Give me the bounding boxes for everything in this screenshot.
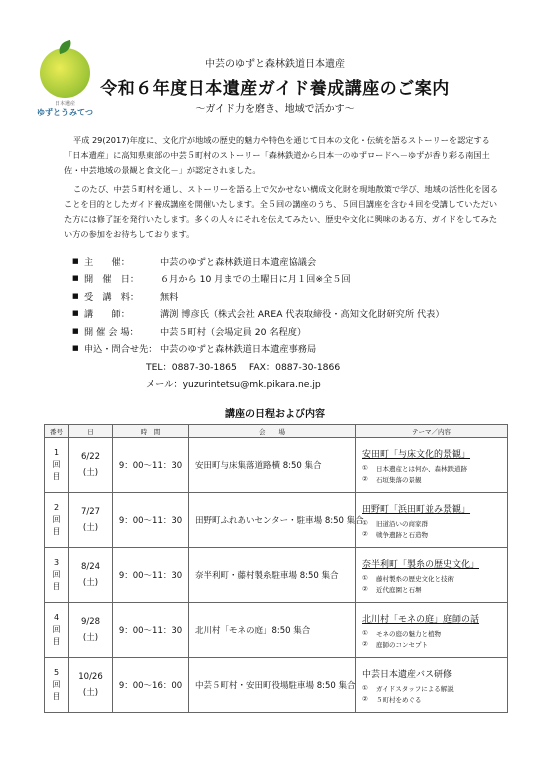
- session-time: 9：00～11：30: [113, 548, 189, 603]
- session-number: 2 回 目: [45, 493, 69, 548]
- info-label: 開 催 会 場：: [84, 326, 139, 338]
- info-value: ６月から 10 月までの土曜日に月１回※全５回: [160, 274, 351, 286]
- bullet-icon: ■: [72, 256, 79, 265]
- session-theme: [356, 493, 508, 548]
- header-theme: テーマ／内容: [356, 425, 508, 438]
- session-date: 8/24 (土): [69, 548, 113, 603]
- session-theme: [356, 438, 508, 493]
- theme-item: ① 藤村製糸の歴史文化と技術: [362, 573, 454, 583]
- bullet-icon: ■: [72, 326, 79, 335]
- theme-title: 田野町「浜田町並み景観」: [362, 504, 471, 515]
- info-row-organizer: [72, 252, 512, 270]
- session-venue: 奈半利町・藤村製糸駐車場 8:50 集合: [189, 548, 356, 603]
- theme-title: 中芸日本遺産バス研修: [362, 669, 453, 680]
- session-theme: [356, 548, 508, 603]
- session-time: 9：00～11：30: [113, 603, 189, 658]
- session-theme: [356, 603, 508, 658]
- table-row: [45, 493, 508, 548]
- info-row-contact: [72, 340, 512, 358]
- contact-phone: TEL：0887-30-1865 FAX：0887-30-1866: [146, 361, 341, 373]
- intro: [64, 133, 500, 242]
- info-label: 主 催：: [84, 256, 130, 268]
- session-time: 9：00～11：30: [113, 493, 189, 548]
- session-number: 3 回 目: [45, 548, 69, 603]
- info-row-fee: [72, 287, 512, 305]
- bullet-icon: ■: [72, 291, 79, 300]
- table-row: [45, 438, 508, 493]
- info-value: 無料: [160, 291, 179, 303]
- session-venue: 北川村「モネの庭」8:50 集合: [189, 603, 356, 658]
- info-row-lecturer: [72, 305, 512, 323]
- session-theme: [356, 658, 508, 713]
- bullet-icon: ■: [72, 344, 79, 353]
- session-time: 9：00～16：00: [113, 658, 189, 713]
- logo-name: ゆずとうみてつ: [37, 108, 93, 117]
- bullet-icon: ■: [72, 274, 79, 283]
- theme-title: 奈半利町「製糸の歴史文化」: [362, 559, 480, 570]
- info-label: 申込・問合せ先：: [84, 344, 158, 356]
- info-value: 中芸５町村（会場定員 20 名程度）: [160, 326, 307, 338]
- session-venue: 中芸５町村・安田町役場駐車場 8:50 集合: [189, 658, 356, 713]
- session-venue: 安田町与床集落道路横 8:50 集合: [189, 438, 356, 493]
- schedule-title: 講座の日程および内容: [225, 409, 325, 420]
- session-number: 5 回 目: [45, 658, 69, 713]
- session-venue: 田野町ふれあいセンター・駐車場 8:50 集合: [189, 493, 356, 548]
- info-list: [72, 252, 512, 392]
- kicker: 中芸のゆずと森林鉄道日本遺産: [205, 59, 345, 70]
- theme-item: ① 旧道沿いの商家群: [362, 518, 428, 528]
- info-label: 開 催 日：: [84, 274, 140, 286]
- info-row-dates: [72, 270, 512, 288]
- theme-item: ② 近代庭園と石塀: [362, 584, 422, 594]
- schedule-table: [44, 424, 508, 713]
- logo-sub: 日本遺産: [54, 101, 75, 107]
- session-date: 9/28 (土): [69, 603, 113, 658]
- session-number: 4 回 目: [45, 603, 69, 658]
- intro-paragraph-2: このたび、中芸５町村を通し、ストーリーを語る上で欠かせない構成文化財を現地散策で学び、地域の活性化を図ることを目的としたガイド養成講座を開催いたします。全５回の講座のうち、５回目講座を含む４回を受講していただいた方には修了証を発行いたします。多くの人々にそれを伝えてみたい、歴史や文化に興味のある方、ガイドをしてみたい方の参加をお待ちしております。: [64, 184, 499, 239]
- table-header-row: [45, 425, 508, 438]
- intro-paragraph-1: 平成 29(2017)年度に、文化庁が地域の歴史的魅力や特色を通じて日本の文化・伝統を語るストーリーを認定する「日本遺産」に高知県東部の中芸５町村のストーリー「森林鉄道から日本一のゆずロードへ－ゆずが香り彩る南国土佐・中芸地域の景観と食文化－」が認定されました。: [64, 135, 490, 175]
- header-time: 時 間: [113, 425, 189, 438]
- page-title: 令和６年度日本遺産ガイド養成講座のご案内: [100, 79, 450, 99]
- header-date: 日: [69, 425, 113, 438]
- theme-title: 北川村「モネの庭」庭師の話: [362, 614, 480, 625]
- theme-title: 安田町「与床文化的景観」: [362, 449, 471, 460]
- session-date: 6/22 (土): [69, 438, 113, 493]
- header-venue: 会 場: [189, 425, 356, 438]
- session-date: 10/26 (土): [69, 658, 113, 713]
- table-row: [45, 548, 508, 603]
- session-time: 9：00～11：30: [113, 438, 189, 493]
- info-value: 中芸のゆずと森林鉄道日本遺産事務局: [160, 344, 317, 356]
- header-no: 番号: [45, 425, 69, 438]
- table-row: [45, 658, 508, 713]
- info-row-venue: [72, 322, 512, 340]
- info-value: 溝渕 博彦氏（株式会社 AREA 代表取締役・高知文化財研究所 代表）: [160, 309, 445, 321]
- table-row: [45, 603, 508, 658]
- info-label: 講 師：: [84, 309, 130, 321]
- session-number: 1 回 目: [45, 438, 69, 493]
- theme-item: ② 庭師のコンセプト: [362, 639, 428, 649]
- info-value: 中芸のゆずと森林鉄道日本遺産協議会: [160, 256, 317, 268]
- theme-item: ② 石垣集落の景観: [362, 474, 422, 484]
- theme-item: ① 日本遺産とは何か、森林鉄道跡: [362, 463, 467, 473]
- theme-item: ② 戦争遺跡と石造物: [362, 529, 428, 539]
- contact-email: メール：yuzurintetsu@mk.pikara.ne.jp: [146, 379, 321, 391]
- theme-item: ② ５町村をめぐる: [362, 694, 422, 704]
- theme-item: ① ガイドスタッフによる解説: [362, 683, 454, 693]
- session-date: 7/27 (土): [69, 493, 113, 548]
- theme-item: ① モネの庭の魅力と植物: [362, 628, 441, 638]
- info-label: 受 講 料：: [84, 291, 140, 303]
- page-subtitle: ～ガイド力を磨き、地域で活かす～: [195, 104, 355, 115]
- bullet-icon: ■: [72, 309, 79, 318]
